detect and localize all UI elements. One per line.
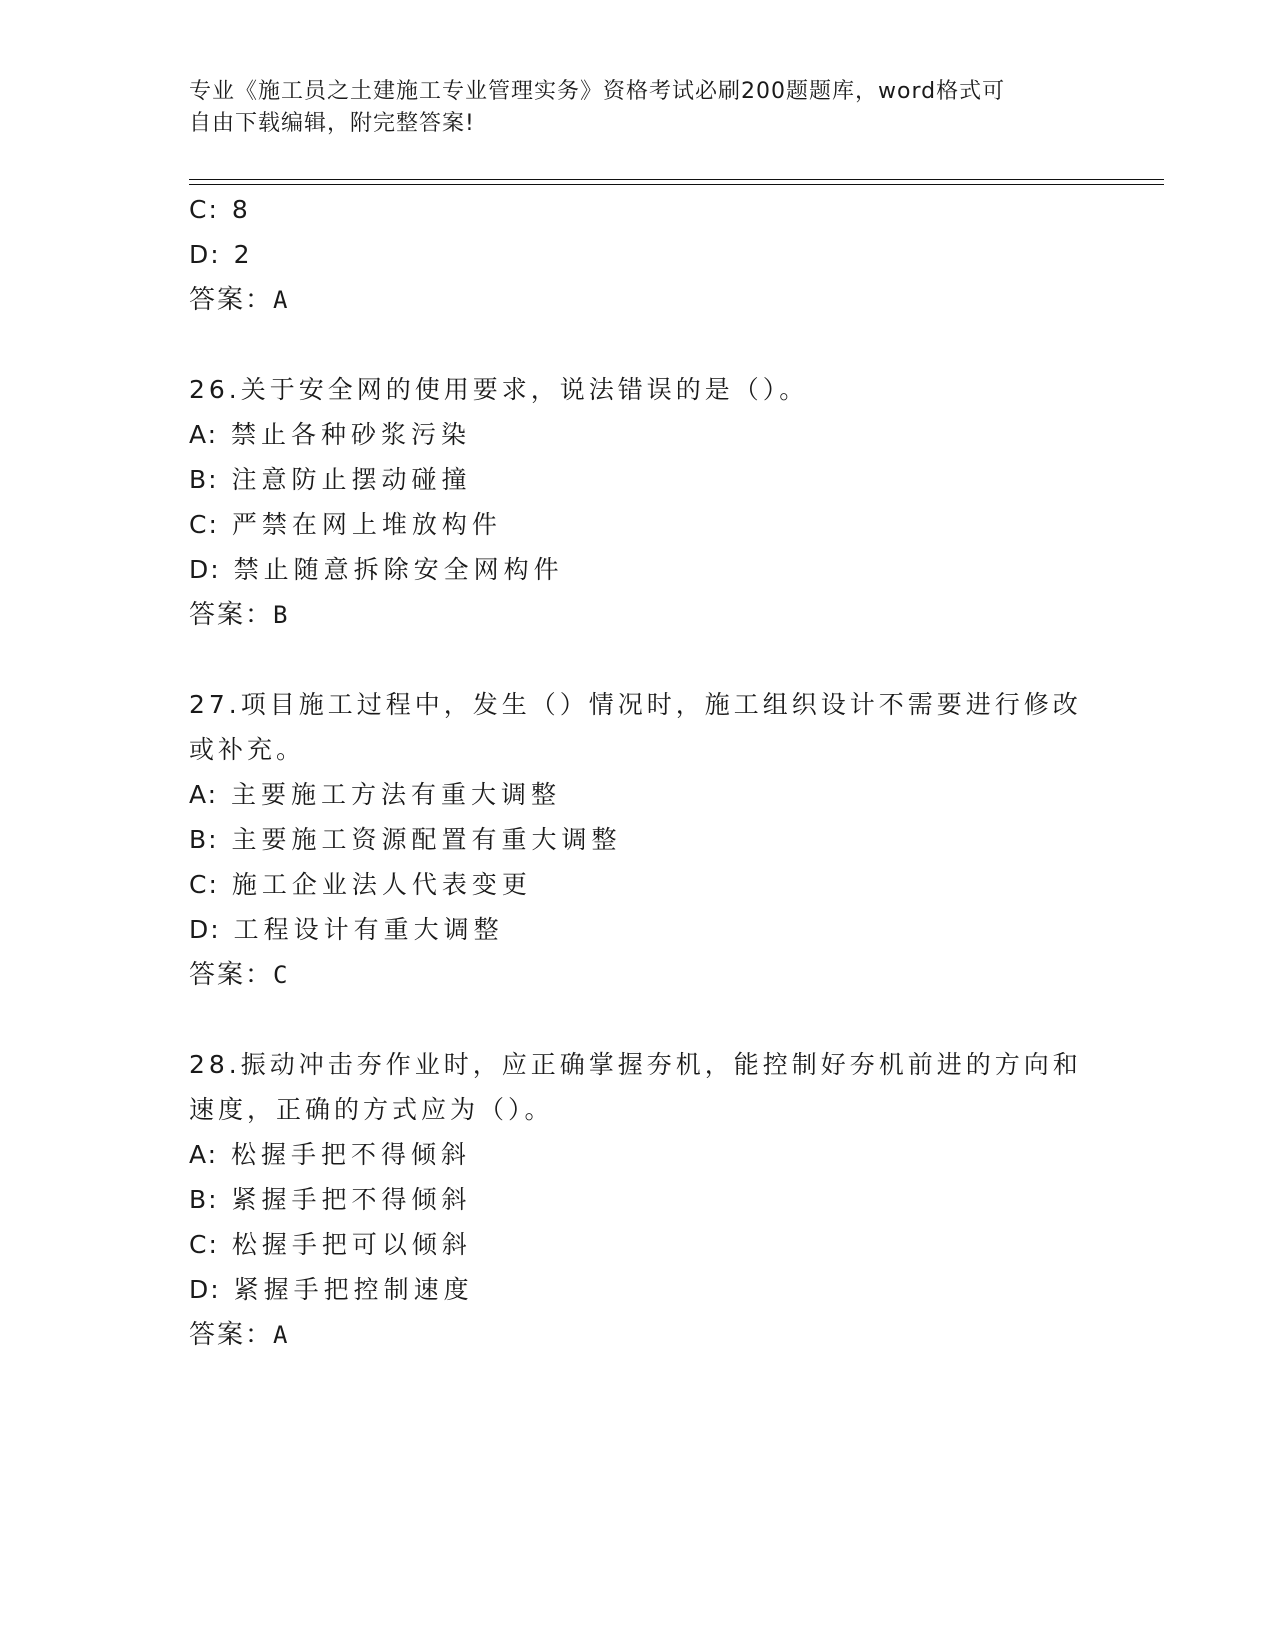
option-c: C: 松握手把可以倾斜 [189, 1230, 472, 1259]
option-d: D: 工程设计有重大调整 [189, 915, 504, 944]
option-b: B: 主要施工资源配置有重大调整 [189, 825, 622, 854]
document-header [189, 76, 1089, 140]
option-d: D: 2 [189, 240, 255, 269]
question-stem-continued: 速度，正确的方式应为（）。 [189, 1095, 554, 1124]
option-c: C: 8 [189, 195, 253, 224]
option-c: C: 施工企业法人代表变更 [189, 870, 532, 899]
answer-line: 答案：B [189, 600, 290, 630]
option-a: A: 松握手把不得倾斜 [189, 1140, 472, 1169]
option-c: C: 严禁在网上堆放构件 [189, 510, 502, 539]
option-d: D: 禁止随意拆除安全网构件 [189, 555, 564, 584]
answer-line: 答案：C [189, 960, 290, 990]
option-b: B: 紧握手把不得倾斜 [189, 1185, 472, 1214]
question-stem: 26.关于安全网的使用要求，说法错误的是（）。 [189, 375, 809, 404]
header-divider-top [189, 179, 1164, 180]
question-stem-continued: 或补充。 [189, 735, 306, 764]
option-b: B: 注意防止摆动碰撞 [189, 465, 472, 494]
option-d: D: 紧握手把控制速度 [189, 1275, 474, 1304]
header-divider-bottom [189, 184, 1164, 185]
answer-line: 答案：A [189, 285, 290, 315]
option-a: A: 禁止各种砂浆污染 [189, 420, 472, 449]
header-line-2: 自由下载编辑，附完整答案! [189, 111, 475, 136]
question-stem: 27.项目施工过程中，发生（）情况时，施工组织设计不需要进行修改 [189, 690, 1082, 719]
header-line-1: 专业《施工员之土建施工专业管理实务》资格考试必刷200题题库，word格式可 [189, 79, 1006, 104]
question-stem: 28.振动冲击夯作业时，应正确掌握夯机，能控制好夯机前进的方向和 [189, 1050, 1082, 1079]
option-a: A: 主要施工方法有重大调整 [189, 780, 562, 809]
answer-line: 答案：A [189, 1320, 290, 1350]
